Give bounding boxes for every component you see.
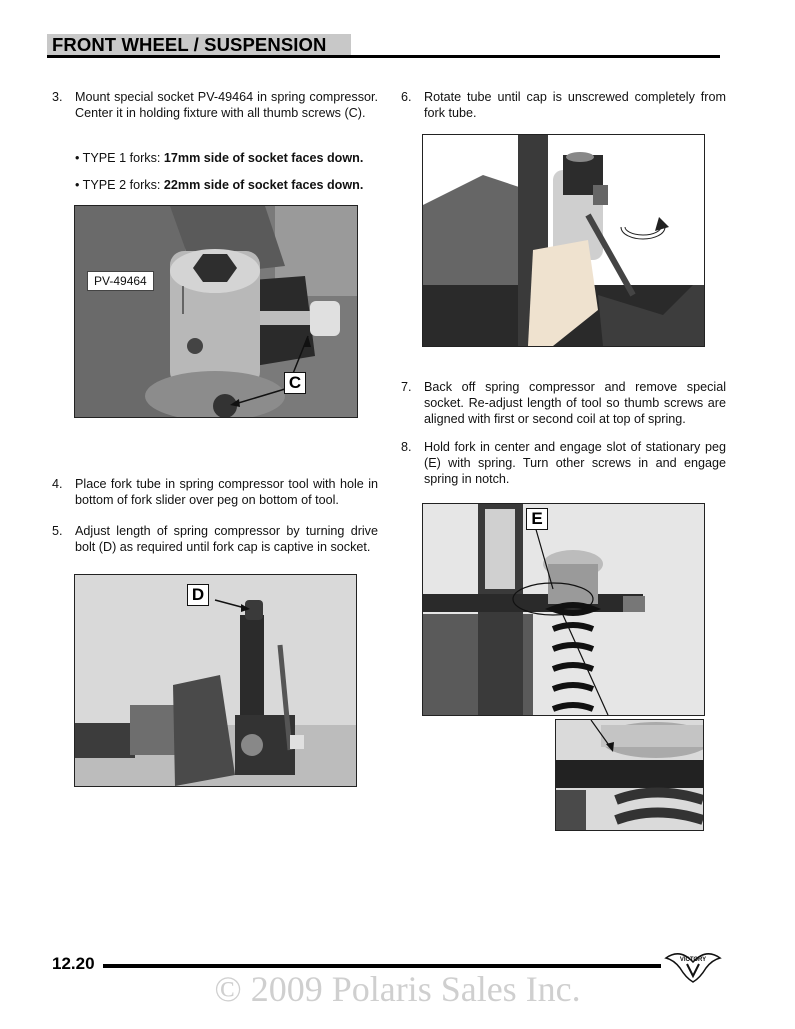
- bullet-type2: [75, 177, 363, 193]
- header-rule: [47, 55, 720, 58]
- step-text: Mount special socket PV-49464 in spring compressor. Center it in holding fixture with all thumb screws (C).: [75, 90, 378, 120]
- step-5: [52, 523, 378, 555]
- step-number: 5.: [52, 524, 63, 538]
- callout-e: E: [526, 508, 548, 530]
- step-text: Adjust length of spring compressor by turning drive bolt (D) as required until fork cap is captive in socket.: [75, 524, 378, 554]
- step-6: [401, 89, 726, 121]
- photo-stationary-peg: [422, 503, 705, 716]
- step-number: 4.: [52, 477, 63, 491]
- step-3: [52, 89, 378, 121]
- photo-drive-bolt: [74, 574, 357, 787]
- bullet-prefix: • TYPE 2 forks:: [75, 178, 164, 192]
- victory-logo: [664, 948, 722, 984]
- bullet-bold: 17mm side of socket faces down.: [163, 151, 364, 165]
- photo-rotate-tube: [422, 134, 705, 347]
- step-number: 7.: [401, 380, 412, 394]
- copyright-watermark: © 2009 Polaris Sales Inc.: [214, 969, 581, 1009]
- step-text: Rotate tube until cap is unscrewed completely from fork tube.: [424, 90, 726, 120]
- step-text: Hold fork in center and engage slot of stationary peg (E) with spring. Turn other screws in and engage spring in notch.: [424, 440, 726, 486]
- step-number: 8.: [401, 440, 412, 454]
- bullet-prefix: • TYPE 1 forks:: [75, 151, 164, 165]
- step-7: [401, 379, 726, 427]
- step-text: Back off spring compressor and remove special socket. Re-adjust length of tool so thumb screws are aligned with first or second coil at top of spring.: [424, 380, 726, 426]
- step-4: [52, 476, 378, 508]
- bullet-type1: [75, 150, 363, 166]
- callout-c: C: [284, 372, 306, 394]
- photo-closeup-inset: [555, 719, 704, 831]
- page-number: 12.20: [52, 954, 95, 973]
- socket-label: PV-49464: [87, 271, 154, 291]
- page-title: FRONT WHEEL / SUSPENSION: [52, 34, 327, 55]
- step-text: Place fork tube in spring compressor tool with hole in bottom of fork slider over peg on bottom of tool.: [75, 477, 378, 507]
- step-number: 3.: [52, 90, 63, 104]
- bullet-bold: 22mm side of socket faces down.: [163, 178, 364, 192]
- logo-text: VICTORY: [679, 957, 707, 963]
- photo-socket-in-compressor: [74, 205, 358, 418]
- step-8: [401, 439, 726, 487]
- step-number: 6.: [401, 90, 412, 104]
- callout-d: D: [187, 584, 209, 606]
